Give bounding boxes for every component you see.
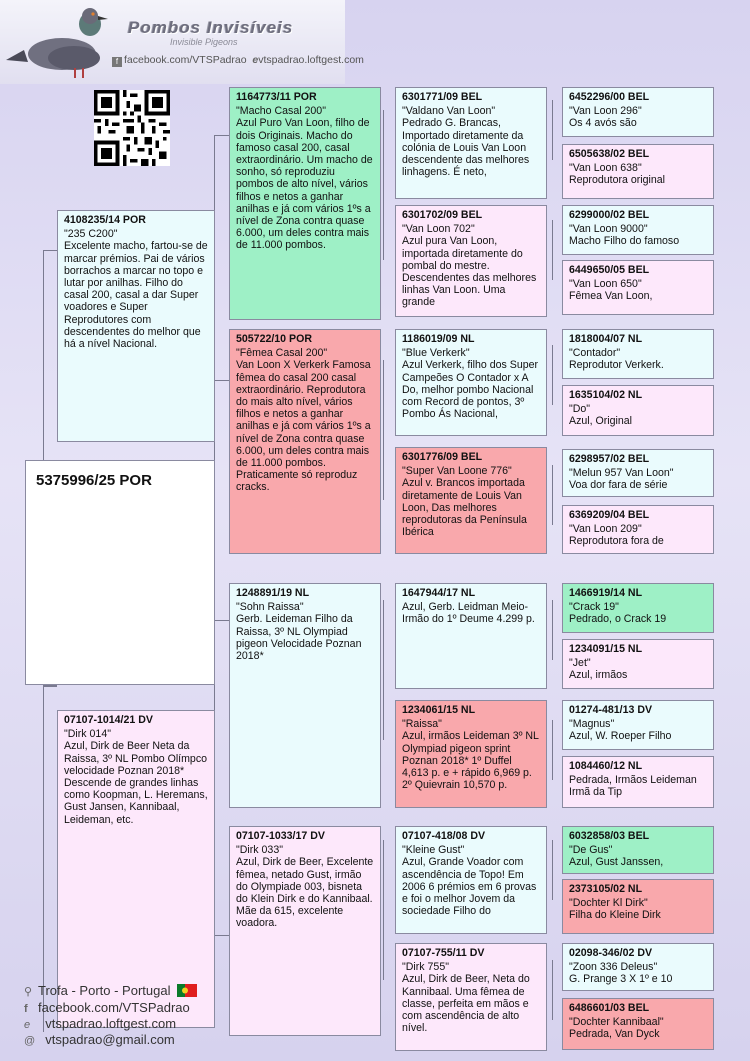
pedigree-description: Pedrado G. Brancas, Importado diretamente da colónia de Louis Van Loon descendente das melhores linhagens. É neto, — [402, 117, 530, 179]
pedigree-name: "Jet" — [569, 657, 591, 670]
pedigree-description: Reprodutor Verkerk. — [569, 359, 664, 372]
pedigree-card-sds[interactable] — [395, 329, 547, 436]
pedigree-name: "Fêmea Casal 200" — [236, 347, 328, 360]
connector-line — [552, 960, 553, 1020]
pedigree-name: "Dochter Kl Dirk" — [569, 897, 648, 910]
pedigree-ring: 1647944/17 NL — [402, 587, 476, 599]
pedigree-ring: 6301776/09 BEL — [402, 451, 483, 463]
pedigree-ring: 07107-1014/21 DV — [64, 714, 153, 726]
pedigree-card-g3[interactable] — [562, 205, 714, 255]
pedigree-description: Voa dor fara de série — [569, 479, 668, 492]
facebook-icon: f — [112, 57, 122, 67]
pedigree-ring: 505722/10 POR — [236, 333, 312, 345]
pedigree-card-dsd[interactable] — [395, 700, 547, 808]
pedigree-card-ds[interactable] — [229, 583, 381, 808]
pedigree-name: "Do" — [569, 403, 591, 416]
pedigree-ring: 6298957/02 BEL — [569, 453, 650, 465]
pedigree-name: "Dochter Kannibaal" — [569, 1016, 664, 1029]
pedigree-description: Azul, Dirk de Beer, Excelente fêmea, netado Gust, irmão do Olympiade 003, bisneta do Klein Dirk e do Kannibaal. Mãe da 615, excelente voadora. — [236, 856, 374, 930]
pedigree-name: "Van Loon 638" — [569, 162, 642, 175]
connector-line — [43, 686, 57, 687]
pedigree-card-g4[interactable] — [562, 260, 714, 315]
connector-line — [383, 840, 384, 980]
connector-line — [552, 465, 553, 525]
header-banner — [0, 0, 364, 84]
pedigree-description: Fêmea Van Loon, — [569, 290, 653, 303]
contact-email[interactable]: @ vtspadrao@gmail.com — [24, 1032, 175, 1047]
pedigree-name: "Super Van Loone 776" — [402, 465, 512, 478]
pedigree-ring: 1186019/09 NL — [402, 333, 475, 345]
pedigree-name: "Contador" — [569, 347, 621, 360]
pedigree-name: "De Gus" — [569, 844, 613, 857]
pedigree-name: "Van Loon 9000" — [569, 223, 648, 236]
web-e-icon: e — [24, 1019, 31, 1031]
pedigree-description: Azul, Dirk de Beer, Neta do Kannibaal. Uma fêmea de classe, perfeita em mãos e com ascendência de alto nível. — [402, 973, 530, 1035]
facebook-icon: f — [24, 1003, 28, 1015]
pedigree-description: Azul, W. Roeper Filho — [569, 730, 672, 743]
pedigree-description: Azul Puro Van Loon, filho de dois Originais. Macho do famoso casal 200, casal extraordinário. Um macho de sonho, só reproduziu pombos de alto nível, vários filhos e netos a ganhar anilhas e já com vários 1ºs a nível de Zona contra quase 6.000, um deles contra mais de 11.000 pombos. — [236, 117, 373, 252]
connector-line — [383, 600, 384, 740]
pedigree-ring: 2373105/02 NL — [569, 883, 643, 895]
pedigree-name: "Macho Casal 200" — [236, 105, 326, 118]
pedigree-description: Reprodutora original — [569, 174, 665, 187]
pedigree-card-g15[interactable] — [562, 943, 714, 991]
pedigree-card-ddd[interactable] — [395, 943, 547, 1051]
pedigree-name: "Van Loon 296" — [569, 105, 642, 118]
pigeon-logo-icon — [4, 0, 114, 84]
pedigree-name: "Melun 957 Van Loon" — [569, 467, 674, 480]
pedigree-description: Azul pura Van Loon, importada diretamente do pombal do mestre. Descendentes das melhores linhas Van Loon. Uma grande — [402, 235, 537, 309]
pedigree-ring: 07107-418/08 DV — [402, 830, 486, 842]
pedigree-card-g6[interactable] — [562, 385, 714, 436]
pedigree-name: "Sohn Raissa" — [236, 601, 304, 614]
pedigree-description: Azul v. Brancos importada diretamente de Louis Van Loon, Das melhores reprodutoras da Península Ibérica — [402, 477, 527, 539]
pedigree-description: Pedrada, Irmãos Leideman Irmã da Tip — [569, 774, 697, 799]
connector-line — [552, 345, 553, 405]
connector-line — [552, 100, 553, 160]
pedigree-description: Van Loon X Verkerk Famosa fêmea do casal 200 casal extraordinário. Reprodutora do mais alto nível, vários filhos e netos a ganhar anilhas e já com vários 1ºs a nível de Zona contra quase 6.000, um deles contra mais de 11.000 pombos. Praticamente só reproduz cracks. — [236, 359, 371, 494]
pedigree-card-g11[interactable] — [562, 700, 714, 750]
pedigree-description: Macho Filho do famoso — [569, 235, 680, 248]
pedigree-description: Azul, Dirk de Beer Neta da Raissa, 3º NL Pombo Olímpco velocidade Poznan 2018* Descende de grandes linhas como Koopman, L. Heremans, Gust Jansen, Kannibaal, Leideman, etc. — [64, 740, 208, 826]
connector-line — [383, 360, 384, 500]
pedigree-ring: 6486601/03 BEL — [569, 1002, 650, 1014]
pedigree-card-g10[interactable] — [562, 639, 714, 689]
pedigree-description: Excelente macho, fartou-se de marcar prémios. Pai de vários borrachos a marcar no topo e lutar por anilhas. Filho do casal 200, casal a dar Super voadores e Super Reprodutores com descendentes do melhor que há a nível Nacional. — [64, 240, 208, 351]
pedigree-ring: 1234061/15 NL — [402, 704, 476, 716]
contact-facebook[interactable]: f facebook.com/VTSPadrao — [24, 1000, 190, 1015]
header-facebook-link[interactable]: facebook.com/VTSPadrao — [124, 54, 247, 66]
pedigree-name: "Van Loon 650" — [569, 278, 642, 291]
pedigree-description: Azul Verkerk, filho dos Super Campeões O Contador x A Do, melhor pombo Nacional com Record de pontos, 3º Pombo Ás Nacional, — [402, 359, 539, 421]
pedigree-card-dam[interactable] — [57, 710, 215, 1028]
pedigree-ring: 07107-755/11 DV — [402, 947, 485, 959]
site-subtitle: Invisible Pigeons — [170, 37, 238, 47]
portugal-flag-icon — [177, 984, 197, 997]
connector-line — [214, 620, 229, 621]
pedigree-description: Azul, irmãos — [569, 669, 628, 682]
pedigree-description: Os 4 avós são — [569, 117, 637, 130]
pedigree-name: "Crack 19" — [569, 601, 619, 614]
pedigree-card-g5[interactable] — [562, 329, 714, 379]
pedigree-ring: 1466919/14 NL — [569, 587, 643, 599]
pedigree-ring: 1084460/12 NL — [569, 760, 643, 772]
pedigree-name: "Dirk 033" — [236, 844, 283, 857]
qr-code[interactable] — [94, 90, 170, 166]
header-links — [112, 54, 364, 67]
pedigree-ring: 1635104/02 NL — [569, 389, 643, 401]
pedigree-ring: 1248891/19 NL — [236, 587, 310, 599]
connector-line — [552, 600, 553, 660]
pedigree-ring: 6301702/09 BEL — [402, 209, 483, 221]
pedigree-name: "Zoon 336 Deleus" — [569, 961, 658, 974]
pedigree-description: Azul, Original — [569, 415, 632, 428]
pedigree-ring: 6452296/00 BEL — [569, 91, 650, 103]
pedigree-ring: 01274-481/13 DV — [569, 704, 653, 716]
pedigree-card-sd[interactable] — [229, 329, 381, 554]
pedigree-name: "Magnus" — [569, 718, 615, 731]
pedigree-name: "Van Loon 209" — [569, 523, 642, 536]
pedigree-description: Pedrada, Van Dyck — [569, 1028, 660, 1041]
pedigree-name: "Dirk 014" — [64, 728, 111, 741]
pedigree-name: "235 C200" — [64, 228, 118, 241]
pedigree-description: Pedrado, o Crack 19 — [569, 613, 667, 626]
connector-line — [383, 110, 384, 260]
pedigree-name: "Van Loon 702" — [402, 223, 475, 236]
pedigree-card-dss[interactable] — [395, 583, 547, 689]
pedigree-name: "Dirk 755" — [402, 961, 449, 974]
contact-website[interactable]: e vtspadrao.loftgest.com — [24, 1016, 177, 1031]
pedigree-ring: 1818004/07 NL — [569, 333, 643, 345]
connector-line — [214, 135, 229, 136]
pedigree-description: G. Prange 3 X 1º e 10 — [569, 973, 673, 986]
pedigree-card-ssd[interactable] — [395, 205, 547, 317]
pedigree-card-sss[interactable] — [395, 87, 547, 199]
pedigree-name: "Raissa" — [402, 718, 442, 731]
pedigree-name: "Valdano Van Loon" — [402, 105, 496, 118]
location-pin-icon: ⚲ — [24, 986, 33, 998]
pedigree-card-g9[interactable] — [562, 583, 714, 633]
pedigree-card-dds[interactable] — [395, 826, 547, 934]
connector-line — [552, 840, 553, 900]
connector-line — [214, 935, 229, 936]
connector-line — [43, 250, 57, 251]
header-website-link[interactable]: vtspadrao.loftgest.com — [258, 54, 364, 66]
pedigree-card-sire[interactable] — [57, 210, 215, 442]
pedigree-card-g12[interactable] — [562, 756, 714, 808]
pedigree-ring: 6369209/04 BEL — [569, 509, 650, 521]
pedigree-card-g16[interactable] — [562, 998, 714, 1050]
pedigree-description: Azul, Gust Janssen, — [569, 856, 664, 869]
pedigree-description: Azul, Gerb. Leidman Meio-Irmão do 1º Deume 4.299 p. — [402, 601, 535, 626]
pedigree-card-g7[interactable] — [562, 449, 714, 497]
contact-location: ⚲ Trofa - Porto - Portugal — [24, 983, 197, 998]
web-e-icon: e — [252, 54, 259, 66]
site-title: Pombos Invisíveis — [128, 18, 294, 37]
pedigree-card-dd[interactable] — [229, 826, 381, 1036]
pedigree-name: "Kleine Gust" — [402, 844, 465, 857]
pedigree-card-g2[interactable] — [562, 144, 714, 199]
pedigree-ring: 1164773/11 POR — [236, 91, 317, 103]
pedigree-description: Azul, Grande Voador com ascendência de Topo! Em 2006 6 prémios em 6 provas e foi o melhor Jovem da sociedade Filho do — [402, 856, 537, 918]
pedigree-description: Azul, irmãos Leideman 3º NL Olympiad pigeon sprint Poznan 2018* 1º Duffel 4,613 p. e + rápido 6,969 p. 2º Quievrain 10,570 p. — [402, 730, 539, 792]
pedigree-ring: 02098-346/02 DV — [569, 947, 653, 959]
connector-line — [552, 220, 553, 280]
pedigree-card-g8[interactable] — [562, 505, 714, 554]
pedigree-card-ss[interactable] — [229, 87, 381, 320]
pedigree-description: Reprodutora fora de — [569, 535, 664, 548]
pedigree-card-sdd[interactable] — [395, 447, 547, 554]
subject-pigeon-card[interactable] — [25, 460, 215, 685]
pedigree-card-g13[interactable] — [562, 826, 714, 874]
pedigree-description: Filha do Kleine Dirk — [569, 909, 661, 922]
pedigree-ring: 1234091/15 NL — [569, 643, 643, 655]
pedigree-card-g14[interactable] — [562, 879, 714, 934]
pedigree-ring: 4108235/14 POR — [64, 214, 146, 226]
pedigree-ring: 6299000/02 BEL — [569, 209, 650, 221]
pedigree-ring: 6032858/03 BEL — [569, 830, 650, 842]
connector-line — [552, 720, 553, 780]
pedigree-ring: 6301771/09 BEL — [402, 91, 483, 103]
pedigree-ring: 6505638/02 BEL — [569, 148, 650, 160]
pedigree-card-g1[interactable] — [562, 87, 714, 137]
at-icon: @ — [24, 1035, 36, 1047]
pedigree-ring: 07107-1033/17 DV — [236, 830, 325, 842]
pedigree-description: Gerb. Leideman Filho da Raissa, 3º NL Olympiad pigeon Velocidade Poznan 2018* — [236, 613, 362, 663]
pedigree-name: "Blue Verkerk" — [402, 347, 470, 360]
subject-ring: 5375996/25 POR — [36, 472, 152, 489]
connector-line — [214, 380, 229, 381]
pedigree-ring: 6449650/05 BEL — [569, 264, 650, 276]
